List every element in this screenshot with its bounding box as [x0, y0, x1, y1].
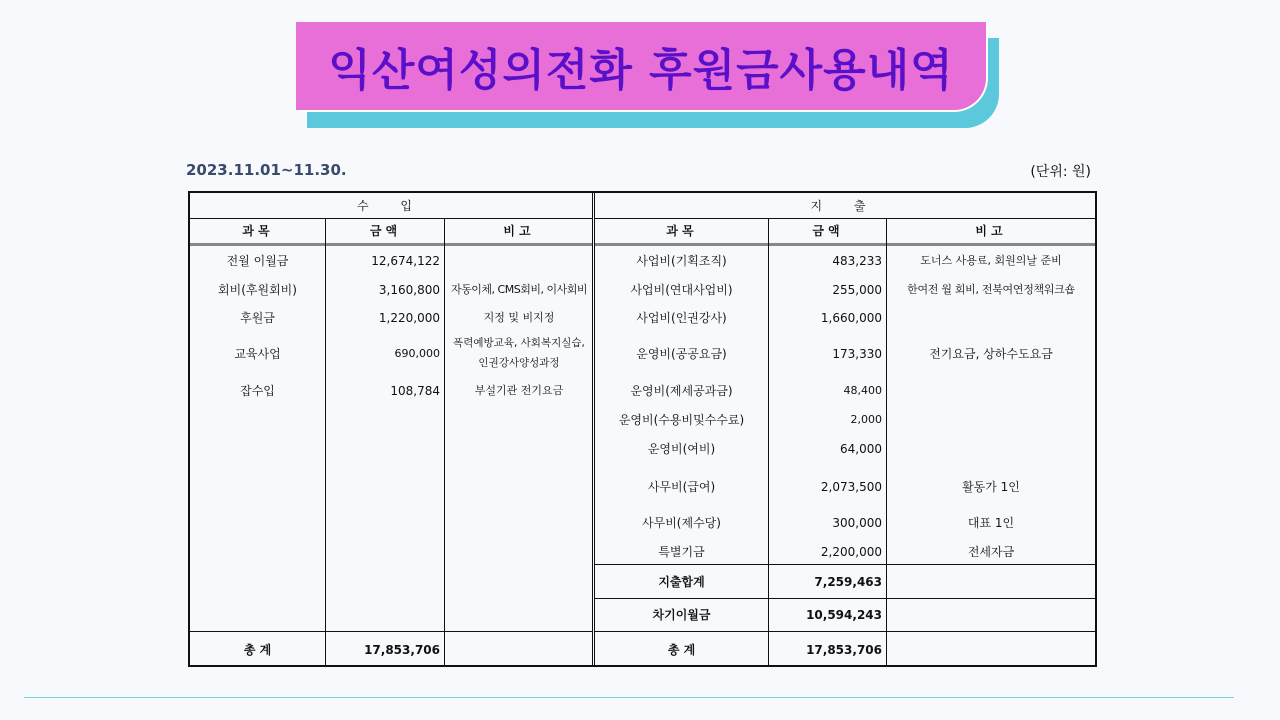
income-row-note: 폭력예방교육, 사회복지실습, 인권강사양성과정: [453, 337, 585, 369]
expense-carryover-label: 차기이월금: [652, 608, 711, 622]
expense-row-subject: 운영비(공공요금): [636, 347, 727, 361]
income-section: [190, 193, 593, 665]
income-row-subject: 회비(후원회비): [218, 283, 297, 297]
income-row-subject: 잡수입: [240, 384, 275, 398]
income-row-note: 지정 및 비지정: [483, 310, 555, 324]
expense-row-amount: 2,000: [850, 412, 882, 426]
expense-row-subject: 사업비(연대사업비): [630, 283, 733, 297]
expense-row-note: [887, 408, 1095, 432]
expense-row-note: [887, 306, 1095, 330]
income-row-amount: 3,160,800: [378, 283, 440, 297]
unit-label: (단위: 원): [1030, 164, 1091, 180]
income-header: 수 입: [190, 193, 593, 219]
expense-row-note: 한여전 월 회비, 전북여연정책워크숍: [907, 282, 1075, 296]
income-total-label: 총 계: [243, 642, 272, 657]
income-row-note: 자동이체, CMS회비, 이사회비: [451, 282, 587, 296]
report-period: 2023.11.01~11.30.: [186, 161, 347, 179]
income-row-amount: 690,000: [394, 346, 440, 360]
expense-row-note: 전기요금, 상하수도요금: [929, 347, 1053, 361]
expense-row-subject: 특별기금: [658, 545, 705, 559]
income-col-note: 비고: [503, 224, 535, 238]
expense-col-subject: 과목: [666, 224, 698, 238]
expense-row-note: 대표 1인: [967, 516, 1015, 530]
title-banner: [296, 22, 988, 112]
expense-row-amount: 255,000: [832, 283, 882, 297]
footer-divider: [24, 697, 1234, 698]
expense-row-subject: 운영비(수용비및수수료): [618, 413, 745, 427]
income-col-amount: 금액: [369, 224, 402, 238]
page-title: 익산여성의전화 후원금사용내역: [328, 45, 954, 96]
income-row-note: [445, 249, 593, 273]
expense-header-rule: [595, 243, 1095, 246]
expense-row-note: 도너스 사용료, 회원의날 준비: [920, 253, 1062, 267]
expense-row-subject: 운영비(제세공과금): [630, 384, 733, 398]
expense-row-amount: 300,000: [832, 516, 882, 530]
expense-row-note: 전세자금: [967, 545, 1015, 559]
income-row-amount: 1,220,000: [378, 311, 440, 325]
income-row-note: 부설기관 전기요금: [474, 383, 564, 397]
expense-row-amount: 2,073,500: [820, 480, 882, 494]
expense-carryover-amount: 10,594,243: [806, 608, 882, 622]
expense-total-amount: 17,853,706: [806, 642, 882, 657]
expense-row-note: [887, 379, 1095, 403]
expense-col-amount: 금액: [812, 224, 844, 238]
expense-row-amount: 483,233: [832, 254, 882, 268]
expense-section: [595, 193, 1095, 665]
ledger-table: [188, 191, 1097, 667]
expense-subtotal-label: 지출합계: [658, 574, 705, 589]
expense-row-note: [887, 437, 1095, 461]
expense-row-amount: 48,400: [843, 383, 882, 397]
expense-row-amount: 1,660,000: [820, 311, 882, 325]
income-row-subject: 후원금: [240, 311, 275, 325]
expense-row-subject: 사업비(인권강사): [636, 311, 727, 325]
expense-row-subject: 사무비(제수당): [642, 516, 721, 530]
expense-subtotal-amount: 7,259,463: [814, 574, 882, 589]
expense-row-subject: 사무비(급여): [647, 480, 716, 494]
expense-row-amount: 173,330: [832, 347, 882, 361]
income-row-subject: 전월 이월금: [226, 254, 289, 268]
income-row-amount: 108,784: [390, 384, 440, 398]
income-total-amount: 17,853,706: [364, 642, 440, 657]
income-col-subject: 과목: [242, 224, 274, 238]
income-row-amount: 12,674,122: [371, 254, 440, 268]
expense-row-subject: 운영비(여비): [647, 442, 716, 456]
expense-row-amount: 64,000: [840, 442, 882, 456]
expense-header: 지 출: [595, 193, 1095, 219]
expense-col-note: 비고: [975, 224, 1007, 238]
income-header-rule: [190, 243, 593, 246]
expense-row-subject: 사업비(기획조직): [636, 254, 727, 268]
income-row-subject: 교육사업: [234, 347, 281, 361]
expense-total-label: 총 계: [667, 642, 696, 657]
expense-row-note: 활동가 1인: [962, 480, 1020, 494]
expense-row-amount: 2,200,000: [820, 545, 882, 559]
